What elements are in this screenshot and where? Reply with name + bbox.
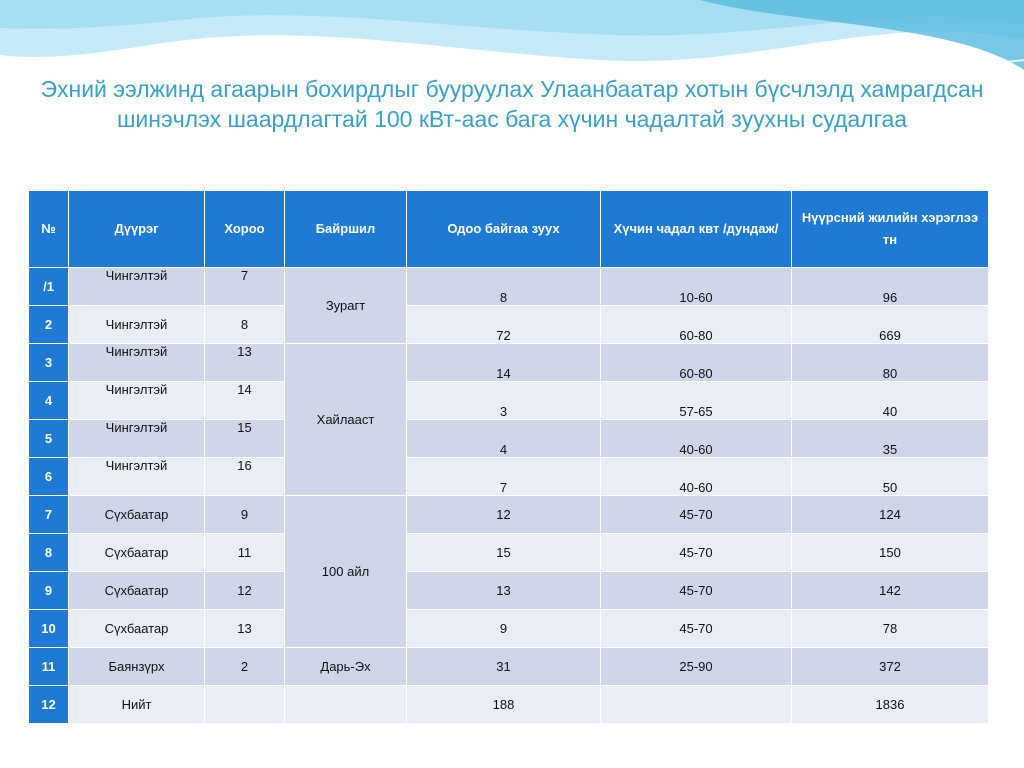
district-cell: Сүхбаатар — [69, 610, 205, 648]
district-cell: Чингэлтэй — [69, 420, 205, 458]
coal-cell: 124 — [792, 496, 989, 534]
location-cell: 100 айл — [285, 496, 407, 648]
khoroo-cell: 15 — [205, 420, 285, 458]
location-cell — [285, 686, 407, 724]
boilers-cell: 31 — [407, 648, 601, 686]
coal-cell: 50 — [792, 458, 989, 496]
district-cell: Чингэлтэй — [69, 268, 205, 306]
row-number: 9 — [29, 572, 69, 610]
capacity-cell: 60-80 — [601, 344, 792, 382]
boilers-cell: 7 — [407, 458, 601, 496]
boilers-cell: 72 — [407, 306, 601, 344]
location-cell: Зурагт — [285, 268, 407, 344]
boilers-cell: 3 — [407, 382, 601, 420]
header-number: № — [29, 191, 69, 268]
coal-cell: 78 — [792, 610, 989, 648]
district-cell: Сүхбаатар — [69, 572, 205, 610]
survey-table — [28, 190, 989, 724]
table-row — [29, 344, 989, 382]
boilers-cell: 8 — [407, 268, 601, 306]
khoroo-cell: 8 — [205, 306, 285, 344]
capacity-cell: 45-70 — [601, 610, 792, 648]
coal-cell: 669 — [792, 306, 989, 344]
coal-cell: 150 — [792, 534, 989, 572]
boilers-cell: 13 — [407, 572, 601, 610]
district-cell: Чингэлтэй — [69, 306, 205, 344]
capacity-cell: 25-90 — [601, 648, 792, 686]
row-number: 6 — [29, 458, 69, 496]
table-row — [29, 534, 989, 572]
coal-cell: 142 — [792, 572, 989, 610]
page-title: Эхний ээлжинд агаарын бохирдлыг бууруулах Улаанбаатар хотын бүсчлэлд хамрагдсан шинэчлэх шаардлагтай 100 кВт-аас бага хүчин чадалтай зуухны судалгаа — [40, 76, 984, 132]
district-cell: Сүхбаатар — [69, 534, 205, 572]
coal-cell: 35 — [792, 420, 989, 458]
table-row — [29, 572, 989, 610]
capacity-cell: 45-70 — [601, 496, 792, 534]
khoroo-cell: 2 — [205, 648, 285, 686]
table-row — [29, 306, 989, 344]
row-number: 3 — [29, 344, 69, 382]
table-row — [29, 420, 989, 458]
table-header-row — [29, 191, 989, 268]
boilers-cell: 9 — [407, 610, 601, 648]
coal-cell: 372 — [792, 648, 989, 686]
row-number: 5 — [29, 420, 69, 458]
khoroo-cell: 16 — [205, 458, 285, 496]
row-number: 4 — [29, 382, 69, 420]
row-number: /1 — [29, 268, 69, 306]
district-cell: Сүхбаатар — [69, 496, 205, 534]
capacity-cell: 45-70 — [601, 572, 792, 610]
capacity-cell — [601, 686, 792, 724]
location-cell: Хайлааст — [285, 344, 407, 496]
district-cell: Нийт — [69, 686, 205, 724]
khoroo-cell: 13 — [205, 610, 285, 648]
table-row — [29, 382, 989, 420]
boilers-cell: 14 — [407, 344, 601, 382]
khoroo-cell: 12 — [205, 572, 285, 610]
header-district: Дүүрэг — [69, 191, 205, 268]
district-cell: Баянзүрх — [69, 648, 205, 686]
capacity-cell: 10-60 — [601, 268, 792, 306]
header-khoroo: Хороо — [205, 191, 285, 268]
header-coal: Нүүрсний жилийн хэрэглээ тн — [792, 191, 989, 268]
district-cell: Чингэлтэй — [69, 458, 205, 496]
boilers-cell: 12 — [407, 496, 601, 534]
capacity-cell: 57-65 — [601, 382, 792, 420]
table-row — [29, 268, 989, 306]
coal-cell: 80 — [792, 344, 989, 382]
row-number: 11 — [29, 648, 69, 686]
boilers-cell: 4 — [407, 420, 601, 458]
capacity-cell: 45-70 — [601, 534, 792, 572]
capacity-cell: 60-80 — [601, 306, 792, 344]
header-boilers: Одоо байгаа зуух — [407, 191, 601, 268]
boilers-cell: 15 — [407, 534, 601, 572]
header-location: Байршил — [285, 191, 407, 268]
district-cell: Чингэлтэй — [69, 344, 205, 382]
coal-cell: 96 — [792, 268, 989, 306]
table-row — [29, 458, 989, 496]
capacity-cell: 40-60 — [601, 458, 792, 496]
khoroo-cell: 9 — [205, 496, 285, 534]
capacity-cell: 40-60 — [601, 420, 792, 458]
khoroo-cell: 7 — [205, 268, 285, 306]
row-number: 12 — [29, 686, 69, 724]
table-row — [29, 648, 989, 686]
table-row-total — [29, 686, 989, 724]
row-number: 2 — [29, 306, 69, 344]
row-number: 8 — [29, 534, 69, 572]
row-number: 10 — [29, 610, 69, 648]
coal-cell: 1836 — [792, 686, 989, 724]
header-capacity: Хүчин чадал квт /дундаж/ — [601, 191, 792, 268]
table-row — [29, 496, 989, 534]
row-number: 7 — [29, 496, 69, 534]
location-cell: Дарь-Эх — [285, 648, 407, 686]
khoroo-cell: 11 — [205, 534, 285, 572]
table-row — [29, 610, 989, 648]
coal-cell: 40 — [792, 382, 989, 420]
khoroo-cell: 14 — [205, 382, 285, 420]
district-cell: Чингэлтэй — [69, 382, 205, 420]
boilers-cell: 188 — [407, 686, 601, 724]
khoroo-cell: 13 — [205, 344, 285, 382]
khoroo-cell — [205, 686, 285, 724]
